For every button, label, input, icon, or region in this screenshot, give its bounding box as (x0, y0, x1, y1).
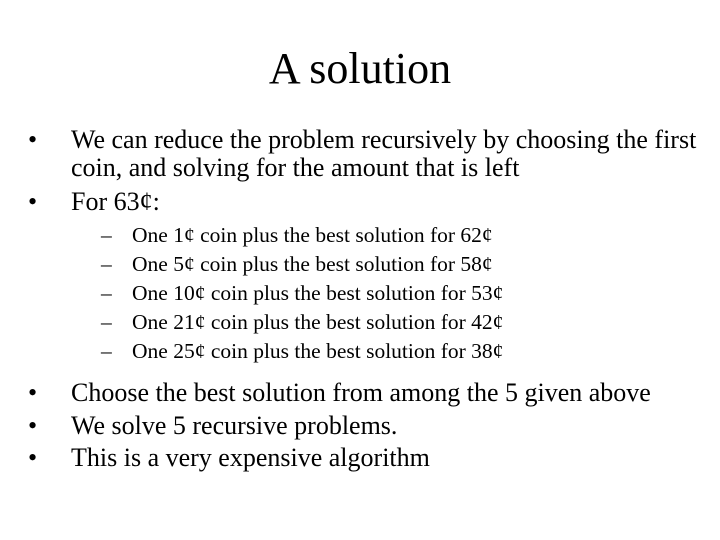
bullet-text: Choose the best solution from among the 5 given above (71, 378, 651, 407)
dash-marker: – (101, 310, 112, 334)
bullet-item-expensive (28, 444, 698, 472)
bullet-marker: • (28, 187, 38, 216)
dash-marker: – (101, 252, 112, 276)
sub-bullet-item (101, 221, 698, 250)
bullet-text: We can reduce the problem recursively by choosing the first coin, and solving for the amount that is left (71, 125, 697, 182)
bullet-list (28, 126, 698, 472)
dash-marker: – (101, 339, 112, 363)
sub-bullet-item (101, 308, 698, 337)
slide-title: A solution (268, 44, 452, 93)
sub-bullet-text: One 10¢ coin plus the best solution for 53¢ (132, 281, 504, 305)
sub-bullet-item (101, 337, 698, 366)
bullet-item-choose-best (28, 379, 698, 407)
sub-bullet-list (28, 221, 698, 366)
bullet-text: We solve 5 recursive problems. (71, 411, 398, 440)
dash-marker: – (101, 281, 112, 305)
sub-bullet-text: One 1¢ coin plus the best solution for 62¢ (132, 223, 493, 247)
sub-bullet-text: One 5¢ coin plus the best solution for 58¢ (132, 252, 493, 276)
bullet-marker: • (28, 411, 38, 440)
dash-marker: – (101, 223, 112, 247)
bullet-item-solve-recursive (28, 412, 698, 440)
bullet-text: This is a very expensive algorithm (71, 443, 430, 472)
bullet-marker: • (28, 125, 38, 154)
sub-bullet-item (101, 279, 698, 308)
bullet-marker: • (28, 443, 38, 472)
bullet-marker: • (28, 378, 38, 407)
sub-bullet-text: One 25¢ coin plus the best solution for 38¢ (132, 339, 504, 363)
sub-bullet-item (101, 250, 698, 279)
bullet-item-recursive-reduction (28, 126, 698, 182)
bullet-item-for-63 (28, 188, 698, 216)
sub-bullet-text: One 21¢ coin plus the best solution for 42¢ (132, 310, 504, 334)
bullet-text: For 63¢: (71, 187, 160, 216)
